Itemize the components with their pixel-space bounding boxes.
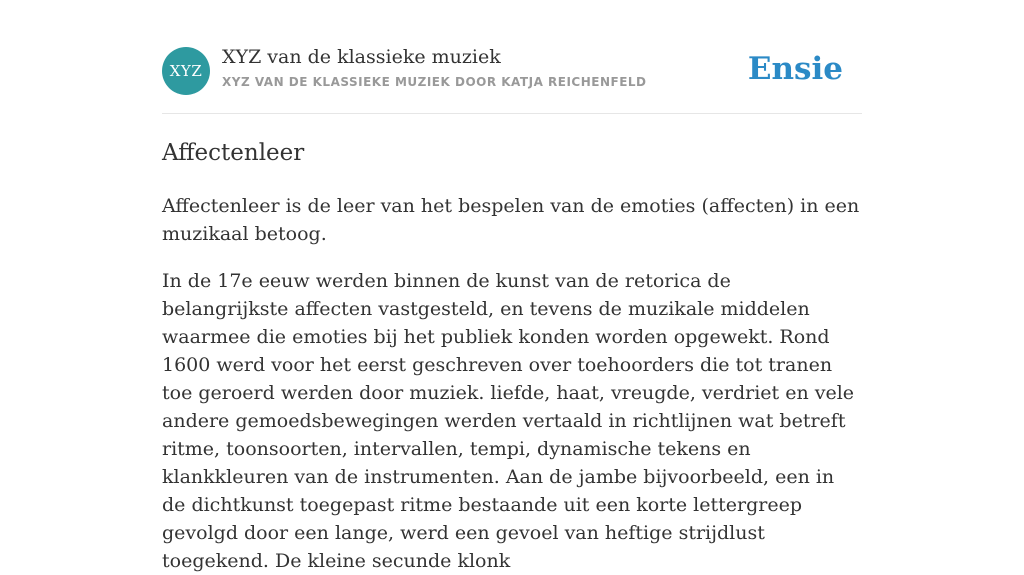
article-title: Affectenleer [162,140,305,166]
ensie-logo[interactable]: Ensie [747,51,843,87]
source-title-link[interactable]: XYZ van de klassieke muziek [222,46,501,68]
source-subtitle: XYZ VAN DE KLASSIEKE MUZIEK DOOR KATJA REICHENFELD [222,75,647,89]
article-paragraph-intro: Affectenleer is de leer van het bespelen van de emoties (affecten) in een muzikaal betoog. [162,195,860,245]
source-avatar[interactable]: XYZ [162,47,210,95]
article-paragraph-body: In de 17e eeuw werden binnen de kunst van de retorica de belangrijkste affecten vastgesteld, en tevens de muzikale middelen waarmee die emoties bij het publiek konden worden opgewekt. Rond 1600 werd voor het eerst geschreven over toehoorders die tot tranen toe geroerd werden door muziek. liefde, haat, vreugde, verdriet en vele andere gemoedsbewegingen werden vertaald in richtlijnen wat betreft ritme, toonsoorten, intervallen, tempi, dynamische tekens en klankkleuren van de instrumenten. Aan de jambe bijvoorbeeld, een in de dichtkunst toegepast ritme bestaande uit een korte lettergreep gevolgd door een lange, werd een gevoel van heftige strijdlust toegekend. De kleine secunde klonk [162,270,855,572]
article-page [162,0,862,575]
source-header [162,0,862,114]
